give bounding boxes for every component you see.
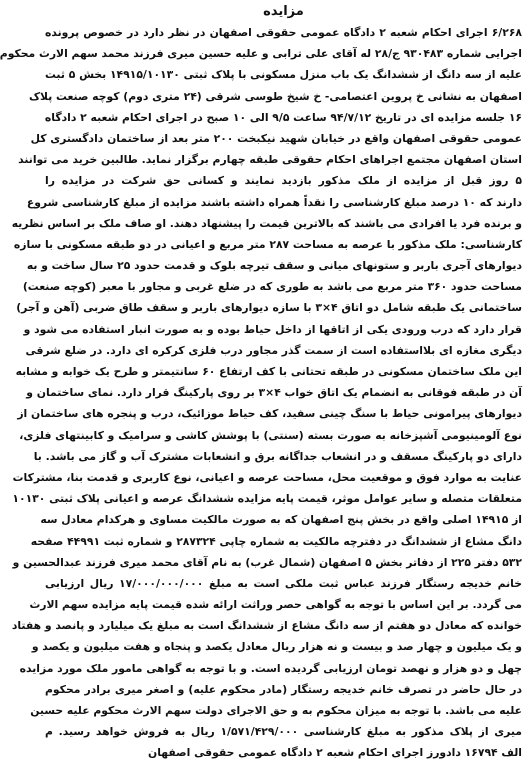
notice-line: قرار دارد که درب ورودی یکی از اتاقها از داخل حیاط بوده و به صورت انبار استفاده می شود و [23,322,522,336]
notice-line: دارای دو پارکینگ مسقف و در انشعاب جداگانه برق و انشعابات مشترک آب و گاز می باشد. با [33,449,522,463]
notice-line: ۱۶ جلسه مزایده ای در تاریخ ۹۴/۷/۱۲ ساعت ۹/۵ الی ۱۰ صبح در اجرای احکام شعبه ۲ دادگاه [44,110,522,124]
notice-line: نوع آلومینیومی آشپزخانه به صورت بسته (سنتی) با پوشش کاشی و سرامیک و کابینتهای فلزی، [19,428,522,442]
notice-line: دیگری مغازه ای بلااستفاده است از سمت گذر مجاور درب فلزی کرکره ای دارد. در ضلع شرقی [25,343,522,357]
notice-line: الف ۱۶۷۹۴ دادورز اجرای احکام شعبه ۲ دادگاه عمومی حقوقی اصفهان [148,746,522,760]
notice-line: خانم خدیجه رستگار فرزند عباس ثبت ملکی است به مبلغ ۱۷/۰۰۰/۰۰۰/۰۰۰ ریال ارزیابی [45,576,522,590]
notice-line: و برنده فرد یا افرادی می باشند که بالاترین قیمت را پیشنهاد دهند. او صاف ملک بر اساس نظریه [11,216,522,230]
notice-line: خوانده که معادل دو هفتم از سه دانگ مشاع از ششدانگ است به مبلغ یک میلیارد و پانصد و هفتاد [11,619,522,633]
notice-line: آن در طبقه فوقانی به انضمام یک اتاق خواب ۴×۳ بر روی پارکینگ قرار دارد. نمای ساختمان و [26,386,522,400]
notice-body [0,22,523,764]
notice-line: عمومی حقوقی اصفهان واقع در خیابان شهید نیکبخت ۲۰۰ متر بعد از ساختمان دادگستری کل [30,131,522,145]
notice-line: مساحت حدود ۳۶۰ متر مربع می باشد به طوری که در ضلع غربی و مجاور با معبر (کوچه صنعت) [22,280,522,294]
notice-line: در حال حاضر در تصرف خانم خدیجه رستگار (مادر محکوم علیه) و اصغر میری برادر محکوم [45,682,522,696]
notice-line: اصفهان به نشانی خ پروین اعتصامی- خ شیخ طوسی شرقی (۲۴ متری دوم) کوچه صنعت پلاک [28,89,522,103]
notice-line: دانگ مشاع از ششدانگ در دفترچه مالکیت به شماره چاپی ۲۸۷۳۲۴ و شماره ثبت ۴۴۹۹۱ صفحه [30,534,522,548]
notice-line: دیوارهای آجری باربر و ستونهای میانی و سقف تیرچه بلوک و قدمت حدود ۲۵ سال ساخت و به [26,259,522,273]
notice-line: استان اصفهان مجتمع اجراهای احکام حقوقی طبقه چهارم برگزار نماید. طالبین خرید می توانند [18,153,522,167]
notice-line: عنایت به موارد فوق و موقعیت محل، مساحت عرصه و اعیانی، نوع کاربری و قدمت بنا، مشترکات [12,470,522,484]
notice-line: کارشناسی: ملک مذکور با عرصه به مساحت ۲۸۷ متر مربع و اعیانی در دو طبقه مسکونی با سازه [13,237,522,251]
notice-line: ۶/۲۶۸ اجرای احکام شعبه ۲ دادگاه عمومی حقوقی اصفهان در نظر دارد در خصوص پرونده [45,26,523,39]
notice-line: ۵ روز قبل از مزایده از ملک مذکور بازدید نمایند و کسانی حق شرکت در مزایده را [45,174,522,188]
notice-line: دارند که ۱۰ درصد مبلغ کارشناسی را نقداً همراه داشته باشند مزایده از مبلغ کارشناسی شروع [26,195,522,209]
notice-line: ساختمانی یک طبقه شامل دو اتاق ۴×۳ با سازه دیوارهای باربر و سقف طاق ضربی (آهن و آجر) [16,301,522,315]
notice-line: علیه می باشد. با توجه به میزان محکوم به و حق الاجرای دولت سهم الارث محکوم علیه حسین [30,704,522,717]
notice-line: علیه از سه دانگ از ششدانگ یک باب منزل مسکونی با پلاک ثبتی ۱۴۹۱۵/۱۰۱۳۰ بخش ۵ ثبت [45,68,522,82]
notice-line: از ۱۴۹۱۵ اصلی واقع در بخش پنج اصفهان که به صورت مالکیت مساوی و هرکدام معادل سه [40,513,522,527]
notice-line: می گردد. بر این اساس با توجه به گواهی حصر وراثت ارائه شده قیمت پایه مزایده سهم الارث [29,598,522,612]
notice-line: متعلقات متصله و سایر عوامل موثر، قیمت پایه مزایده ششدانگ عرصه و اعیانی پلاک ثبتی ۱۰۱۳۰ [12,492,522,506]
notice-title: مزایده [263,4,304,19]
notice-line: این ملک ساختمان مسکونی در طبقه تحتانی با کف ارتفاع ۶۰ سانتیمتر و طرح یک خوابه و مشابه [15,365,522,378]
notice-line: اجرایی شماره ۹۳۰۴۸۳ ج/۲۸ له آقای علی ترابی و علیه حسین میری فرزند محمد سهم الارث محکوم [0,47,522,61]
notice-line: چهل و دو هزار و نهصد تومان ارزیابی گردیده است. و با توجه به گواهی مامور ملک مورد مزایده [19,661,522,675]
notice-line: میری از پلاک مذکور به مبلغ کارشناسی ۱/۵۷۱/۴۲۹/۰۰۰ ریال به فروش خواهد رسید. م [45,725,522,739]
notice-line: و یک میلیون و چهار صد و بیست و نه هزار ریال معادل یکصد و پنجاه و هفت میلیون و یکصد و [31,640,522,654]
notice-line: دیوارهای پیرامونی حیاط با سنگ چینی سفید، کف حیاط موزائیک، درب و پنجره های ساختمان از [17,407,522,421]
notice-line: ۵۳۲ دفتر ۲۲۵ از دفاتر بخش ۵ اصفهان (شمال غرب) به نام آقای محمد میری فرزند عبدالحسین و [12,555,522,569]
